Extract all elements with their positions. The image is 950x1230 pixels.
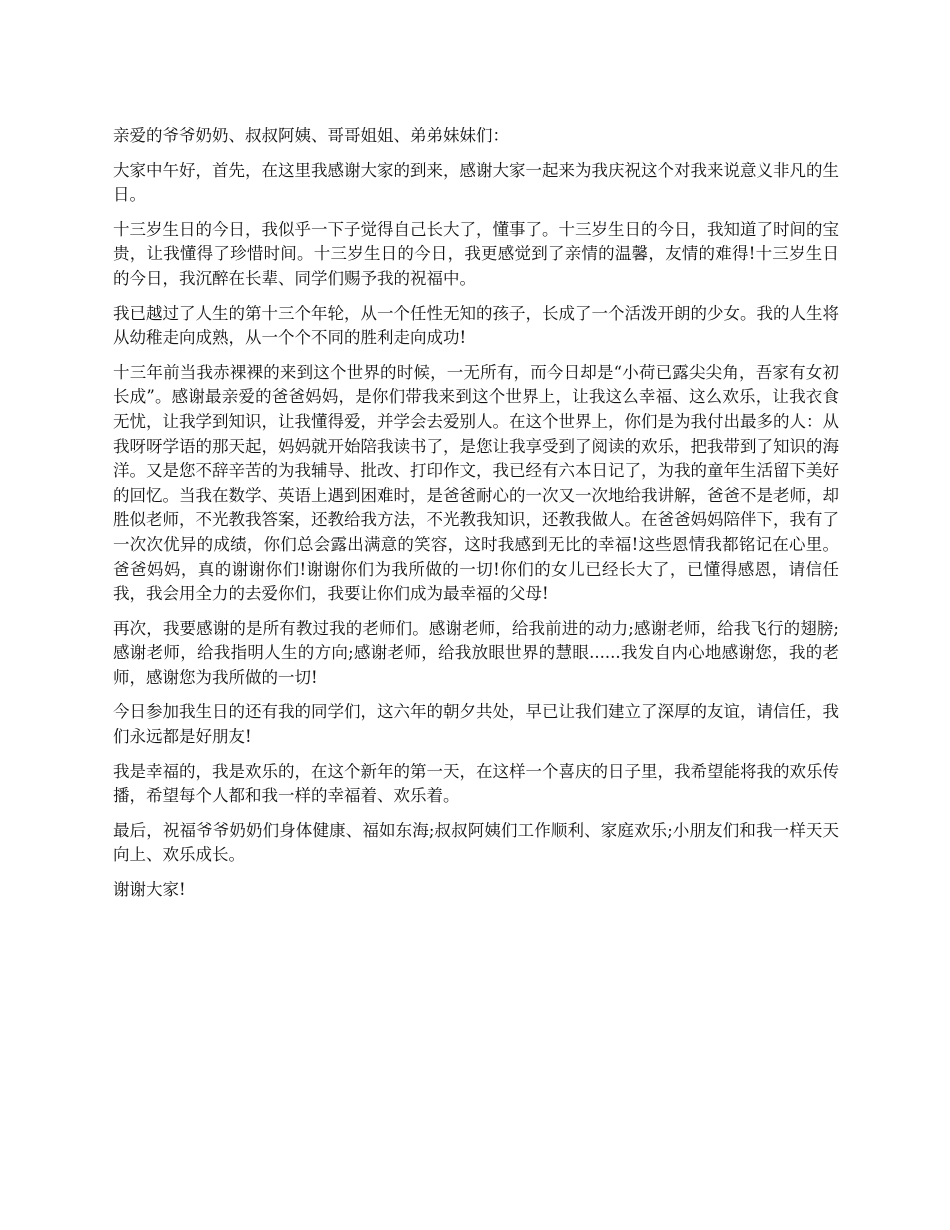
happiness-paragraph: 我是幸福的，我是欢乐的，在这个新年的第一天，在这样一个喜庆的日子里，我希望能将我的欢乐传播，希望每个人都和我一样的幸福着、欢乐着。: [113, 761, 839, 806]
opening-paragraph: 大家中午好，首先，在这里我感谢大家的到来，感谢大家一起来为我庆祝这个对我来说意义非凡的生日。: [113, 160, 839, 205]
parents-thanks-paragraph: 十三年前当我赤裸裸的来到这个世界的时候，一无所有，而今日却是“小荷已露尖尖角，吾家有女初长成”。感谢最亲爱的爸爸妈妈，是你们带我来到这个世界上，让我这么幸福、这么欢乐，让我衣食无忧，让我学到知识，让我懂得爱，并学会去爱别人。在这个世界上，你们是为我付出最多的人：从我呀呀学语的那天起，妈妈就开始陪我读书了，是您让我享受到了阅读的欢乐，把我带到了知识的海洋。又是您不辞辛苦的为我辅导、批改、打印作文，我已经有六本日记了，为我的童年生活留下美好的回忆。当我在数学、英语上遇到困难时，是爸爸耐心的一次又一次地给我讲解，爸爸不是老师，却胜似老师，不光教我答案，还教给我方法，不光教我知识，还教我做人。在爸爸妈妈陪伴下，我有了一次次优异的成绩，你们总会露出满意的笑容，这时我感到无比的幸福!这些恩情我都铭记在心里。爸爸妈妈，真的谢谢你们!谢谢你们为我所做的一切!你们的女儿已经长大了，已懂得感恩，请信任我，我会用全力的去爱你们，我要让你们成为最幸福的父母!: [113, 362, 839, 604]
closing-paragraph: 谢谢大家!: [113, 880, 186, 900]
classmates-paragraph: 今日参加我生日的还有我的同学们，这六年的朝夕共处，早已让我们建立了深厚的友谊，请信任，我们永远都是好朋友!: [113, 702, 839, 747]
greeting-paragraph: 亲爱的爷爷奶奶、叔叔阿姨、哥哥姐姐、弟弟妹妹们：: [113, 126, 509, 145]
growth-paragraph: 我已越过了人生的第十三个年轮，从一个任性无知的孩子，长成了一个活泼开朗的少女。我的人生将从幼稚走向成熟，从一个个不同的胜利走向成功!: [113, 303, 839, 348]
blessing-paragraph: 最后，祝福爷爷奶奶们身体健康、福如东海;叔叔阿姨们工作顺利、家庭欢乐;小朋友们和我一样天天向上、欢乐成长。: [113, 820, 839, 865]
thirteenth-birthday-paragraph: 十三岁生日的今日，我似乎一下子觉得自己长大了，懂事了。十三岁生日的今日，我知道了时间的宝贵，让我懂得了珍惜时间。十三岁生日的今日，我更感觉到了亲情的温馨，友情的难得!十三岁生日的今日，我沉醉在长辈、同学们赐予我的祝福中。: [113, 219, 839, 288]
teachers-thanks-paragraph: 再次，我要感谢的是所有教过我的老师们。感谢老师，给我前进的动力;感谢老师，给我飞行的翅膀;感谢老师，给我指明人生的方向;感谢老师，给我放眼世界的慧眼......我发自内心地感谢您，我的老师，感谢您为我所做的一切!: [113, 618, 839, 687]
document-body: [113, 124, 839, 913]
